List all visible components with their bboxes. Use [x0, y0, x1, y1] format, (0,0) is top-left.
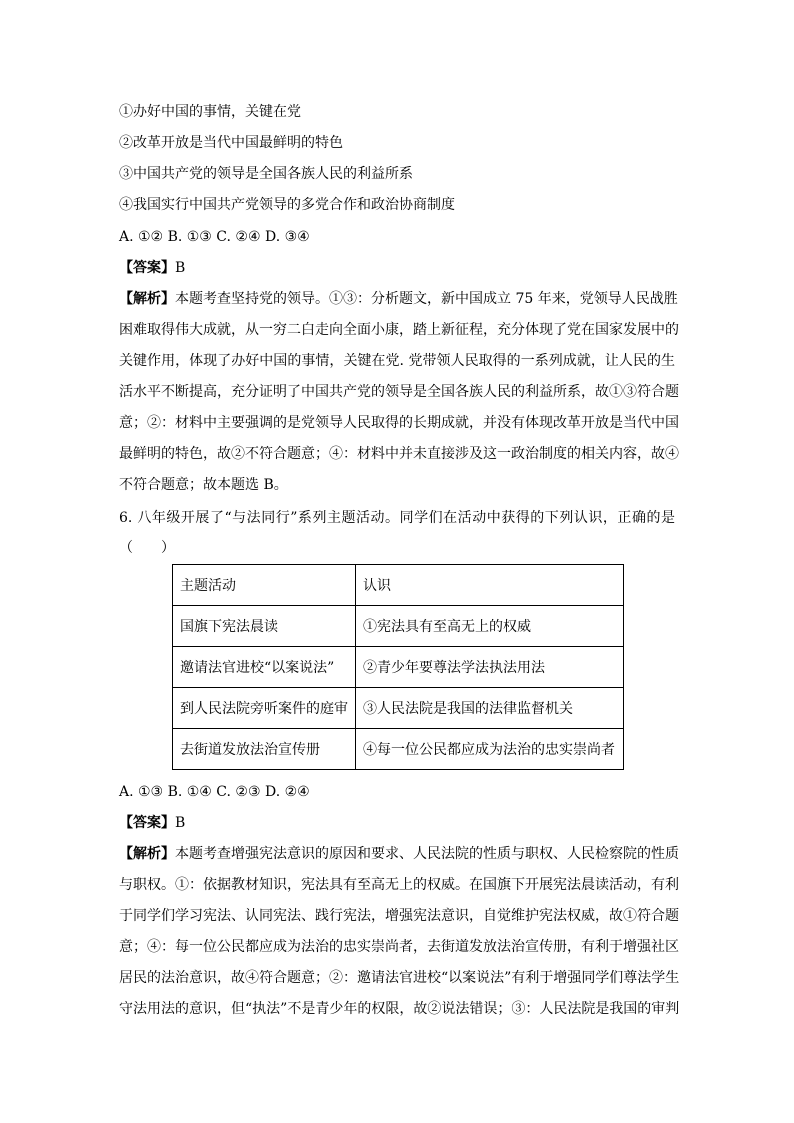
table-cell-understanding: ④每一位公民都应成为法治的忠实崇尚者: [356, 729, 624, 770]
q6-analysis-line-3: 于同学们学习宪法、认同宪法、践行宪法，增强宪法意识，自觉维护宪法权威，故①符合题: [119, 908, 679, 924]
q6-analysis-line-4: 意；④：每一位公民都应成为法治的忠实崇尚者，去街道发放法治宣传册，有利于增强社区: [119, 939, 679, 955]
q6-analysis-text-1: 本题考查增强宪法意识的原因和要求、人民法院的性质与职权、人民检察院的性质: [175, 846, 679, 862]
table-header-row: [173, 565, 624, 606]
table-header-understanding: 认识: [356, 565, 624, 606]
table-cell-understanding: ①宪法具有至高无上的权威: [356, 606, 624, 647]
table-header-activity: 主题活动: [173, 565, 356, 606]
q5-analysis-label: 【解析】: [119, 291, 175, 307]
table-cell-understanding: ②青少年要尊法学法执法用法: [356, 647, 624, 688]
q5-statement-4: ④我国实行中国共产党领导的多党合作和政治协商制度: [119, 197, 455, 213]
table-row: [173, 647, 624, 688]
q5-analysis-line-3: 关键作用，体现了办好中国的事情，关键在党. 党带领人民取得的一系列成就，让人民的生: [119, 353, 675, 369]
q6-analysis-line-6: 守法用法的意识，但“执法”不是青少年的权限，故②说法错误；③：人民法院是我国的审判: [119, 1001, 680, 1017]
q5-analysis-line-1: [119, 289, 678, 309]
table-row: [173, 729, 624, 770]
q6-analysis-line-1: [119, 844, 679, 864]
q5-answer-value: B: [175, 260, 186, 276]
q5-analysis-line-7: 不符合题意；故本题选 B。: [119, 477, 288, 493]
q5-statement-3: ③中国共产党的领导是全国各族人民的利益所系: [119, 166, 413, 182]
q6-answer-label: 【答案】: [119, 815, 175, 831]
q5-answer-label: 【答案】: [119, 260, 175, 276]
q5-options: A. ①② B. ①③ C. ②④ D. ③④: [119, 229, 310, 245]
q6-options: A. ①③ B. ①④ C. ②③ D. ②④: [119, 784, 310, 800]
table-cell-activity: 到人民法院旁听案件的庭审: [173, 688, 356, 729]
q5-analysis-text-1: 本题考查坚持党的领导。①③：分析题文，新中国成立 75 年来，党领导人民战胜: [175, 291, 678, 307]
table-cell-activity: 国旗下宪法晨读: [173, 606, 356, 647]
q5-analysis-line-5: 意；②：材料中主要强调的是党领导人民取得的长期成就，并没有体现改革开放是当代中国: [119, 415, 679, 431]
q6-analysis-line-5: 居民的法治意识，故④符合题意；②：邀请法官进校“以案说法”有利于增强同学们尊法学生: [119, 970, 680, 986]
q6-stem-blank: （ ）: [119, 540, 175, 556]
q6-answer: [119, 813, 185, 833]
q5-statement-1: ①办好中国的事情，关键在党: [119, 104, 301, 120]
table-cell-activity: 去街道发放法治宣传册: [173, 729, 356, 770]
q6-stem: 6. 八年级开展了“与法同行”系列主题活动。同学们在活动中获得的下列认识，正确的是: [119, 510, 675, 526]
q5-statement-2: ②改革开放是当代中国最鲜明的特色: [119, 135, 343, 151]
q6-table: [172, 564, 624, 770]
table-cell-understanding: ③人民法院是我国的法律监督机关: [356, 688, 624, 729]
table-row: [173, 688, 624, 729]
table-cell-activity: 邀请法官进校“以案说法”: [173, 647, 356, 688]
q5-analysis-line-6: 最鲜明的特色，故②不符合题意；④：材料中并未直接涉及这一政治制度的相关内容，故④: [119, 446, 679, 462]
q6-analysis-label: 【解析】: [119, 846, 175, 862]
q6-analysis-line-2: 与职权。①：依据教材知识，宪法具有至高无上的权威。在国旗下开展宪法晨读活动，有利: [119, 877, 679, 893]
q5-analysis-line-2: 困难取得伟大成就，从一穷二白走向全面小康，踏上新征程，充分体现了党在国家发展中的: [119, 322, 679, 338]
table-row: [173, 606, 624, 647]
q6-answer-value: B: [175, 815, 186, 831]
q5-analysis-line-4: 活水平不断提高，充分证明了中国共产党的领导是全国各族人民的利益所系，故①③符合题: [119, 384, 679, 400]
q5-answer: [119, 258, 185, 278]
